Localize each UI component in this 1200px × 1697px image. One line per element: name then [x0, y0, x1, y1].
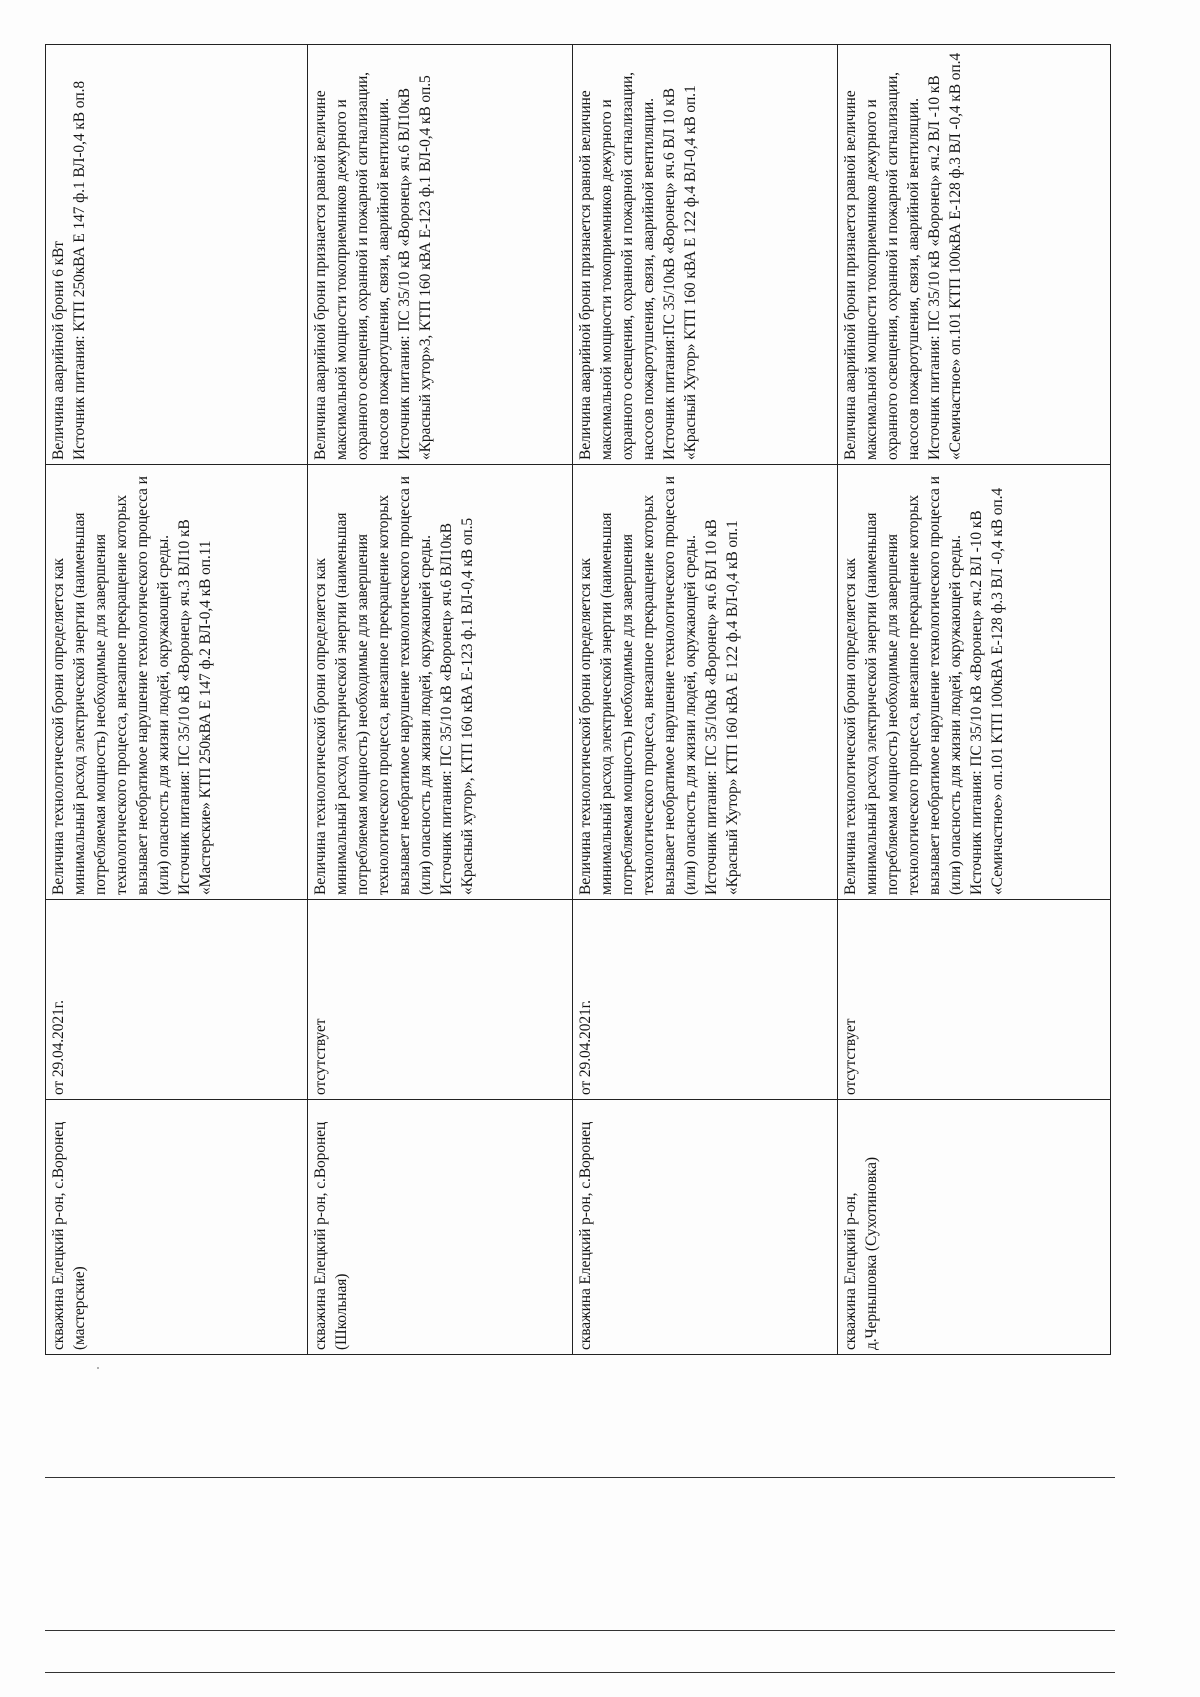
tech-reserve-cell: Величина технологической брони определяется как минимальный расход электрической энергии (наименьшая потребляемая мощность) необходимые для завершения технологического процесса, внезапное прекращение которых вызывает необратимое нарушение технологического процесса и (или) опасность для жизни людей, окружающей среды. Источник питания: ПС 35/10кВ «Воронец» яч.6 ВЛ 10 кВ «Красный Хутор» КТП 160 кВА Е 122 ф.4 ВЛ-0,4 кВ оп.1 — [573, 465, 838, 900]
table-row — [573, 45, 838, 1355]
table-row — [46, 45, 308, 1355]
tech-reserve-cell: Величина технологической брони определяется как минимальный расход электрической энергии (наименьшая потребляемая мощность) необходимые для завершения технологического процесса, внезапное прекращение которых вызывает необратимое нарушение технологического процесса и (или) опасность для жизни людей, окружающей среды. Источник питания: ПС 35/10 кВ «Воронец» яч.6 ВЛ10кВ «Красный хутор», КТП 160 кВА Е-123 ф.1 ВЛ-0,4 кВ оп.5 — [308, 465, 573, 900]
object-cell: скважина Елецкий р-он, с.Воронец (мастерские) — [46, 1100, 308, 1355]
scan-speck — [97, 1367, 99, 1369]
emergency-reserve-cell: Величина аварийной брони признается равной величине максимальной мощности токоприемников дежурного и охранного освещения, охранной и пожарной сигнализации, насосов пожаротушения, связи, аварийной вентиляции. Источник питания:ПС 35/10кВ «Воронец» яч.6 ВЛ 10 кВ «Красный Хутор» КТП 160 кВА Е 122 ф.4 ВЛ-0,4 кВ оп.1 — [573, 45, 838, 465]
act-cell: отсутствует — [838, 900, 1111, 1100]
object-cell: скважина Елецкий р-он, с.Воронец — [573, 1100, 838, 1355]
tech-reserve-cell: Величина технологической брони определяется как минимальный расход электрической энергии (наименьшая потребляемая мощность) необходимые для завершения технологического процесса, внезапное прекращение которых вызывает необратимое нарушение технологического процесса и (или) опасность для жизни людей, окружающей среды. Источник питания: ПС 35/10 кВ «Воронец» яч.3 ВЛ10 кВ «Мастерские» КТП 250кВА Е 147 ф.2 ВЛ-0,4 кВ оп.11 — [46, 465, 308, 900]
emergency-reserve-cell: Величина аварийной брони 6 кВт Источник питания: КТП 250кВА Е 147 ф.1 ВЛ-0,4 кВ оп.8 — [46, 45, 308, 465]
emergency-reserve-cell: Величина аварийной брони признается равной величине максимальной мощности токоприемников дежурного и охранного освещения, охранной и пожарной сигнализации, насосов пожаротушения, связи, аварийной вентиляции. Источник питания: ПС 35/10 кВ «Воронец» яч.2 ВЛ -10 кВ «Семичастное» оп.101 КТП 100кВА Е-128 ф.3 ВЛ -0,4 кВ оп.4 — [838, 45, 1111, 465]
act-cell: от 29.04.2021г. — [46, 900, 308, 1100]
divider-line — [45, 1477, 1115, 1478]
power-reserve-table — [45, 44, 1111, 1355]
tech-reserve-cell: Величина технологической брони определяется как минимальный расход электрической энергии (наименьшая потребляемая мощность) необходимые для завершения технологического процесса, внезапное прекращение которых вызывает необратимое нарушение технологического процесса и (или) опасность для жизни людей, окружающей среды. Источник питания: ПС 35/10 кВ «Воронец» яч.2 ВЛ -10 кВ «Семичастное» оп.101 КТП 100кВА Е-128 ф.3 ВЛ -0,4 кВ оп.4 — [838, 465, 1111, 900]
divider-line — [45, 1630, 1115, 1631]
table-row — [838, 45, 1111, 1355]
act-cell: от 29.04.2021г. — [573, 900, 838, 1100]
table-row — [308, 45, 573, 1355]
rotated-table-wrapper — [45, 45, 1110, 1355]
emergency-reserve-cell: Величина аварийной брони признается равной величине максимальной мощности токоприемников дежурного и охранного освещения, охранной и пожарной сигнализации, насосов пожаротушения, связи, аварийной вентиляции. Источник питания: ПС 35/10 кВ «Воронец» яч.6 ВЛ10кВ «Красный хутор»3, КТП 160 кВА Е-123 ф.1 ВЛ-0,4 кВ оп.5 — [308, 45, 573, 465]
divider-line — [45, 1672, 1115, 1673]
object-cell: скважина Елецкий р-он, д.Чернышовка (Сухотиновка) — [838, 1100, 1111, 1355]
object-cell: скважина Елецкий р-он, с.Воронец (Школьная) — [308, 1100, 573, 1355]
act-cell: отсутствует — [308, 900, 573, 1100]
